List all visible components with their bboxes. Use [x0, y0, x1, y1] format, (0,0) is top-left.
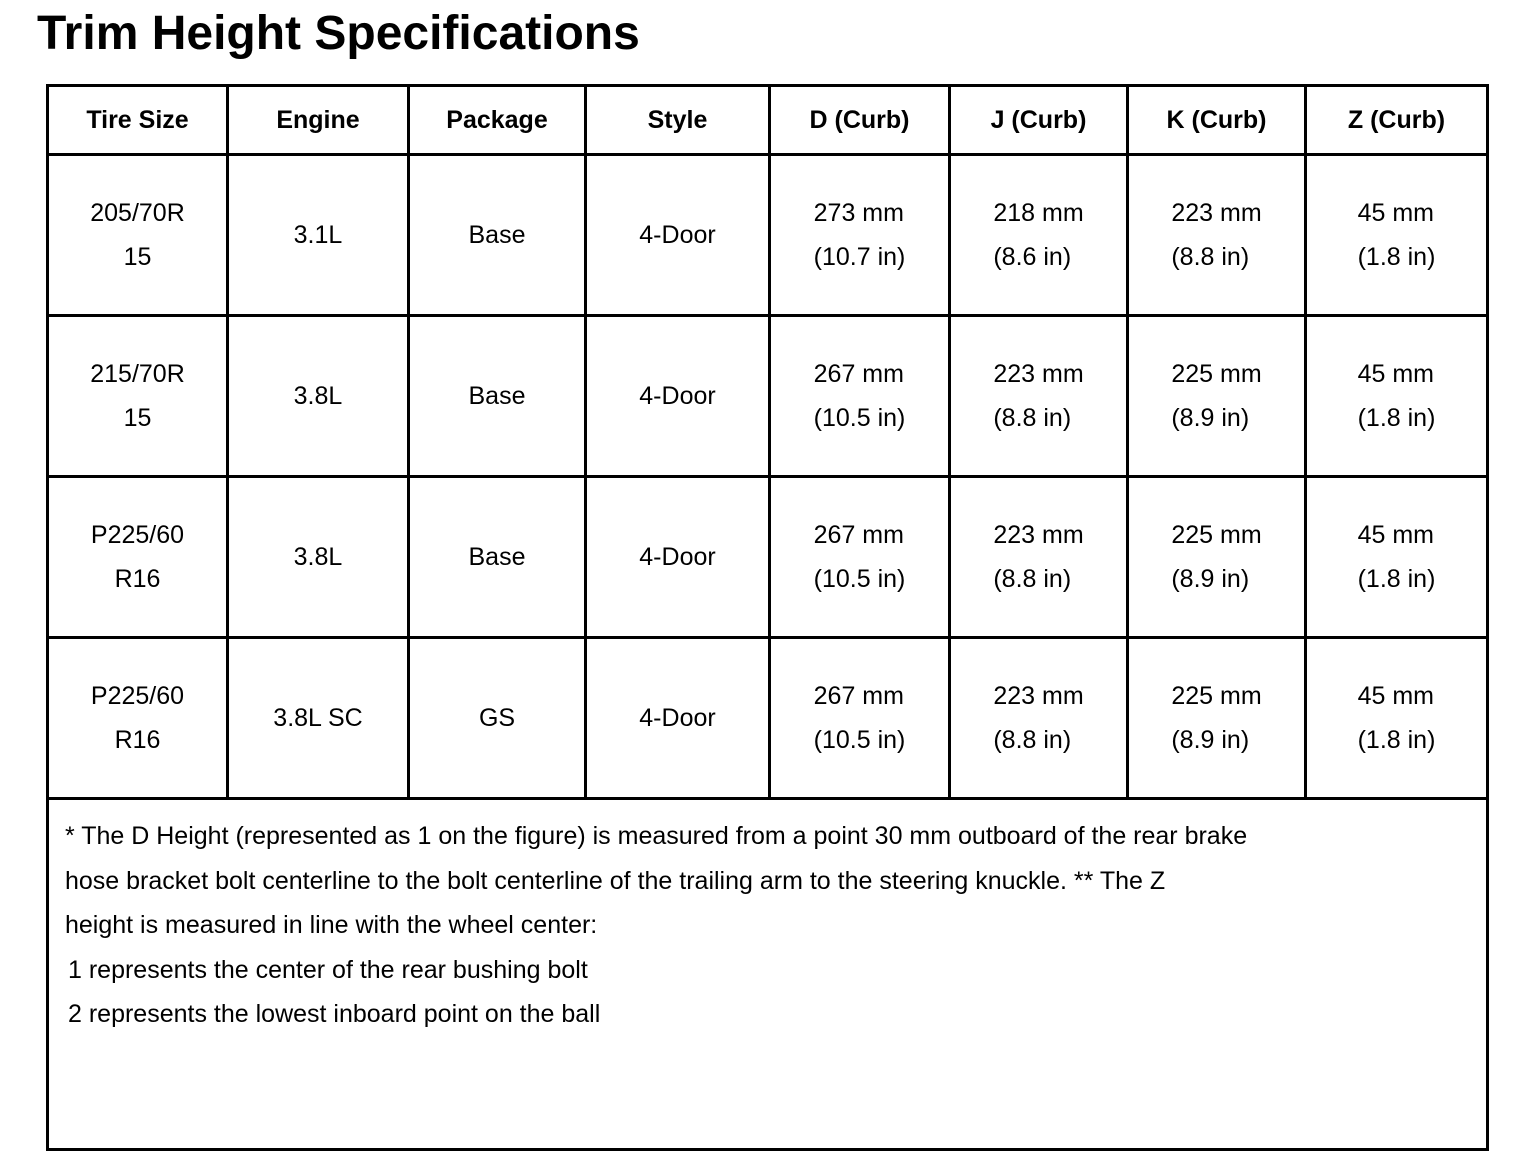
- cell-package: Base: [409, 316, 586, 477]
- cell-style: 4-Door: [586, 477, 770, 638]
- header-j-curb: J (Curb): [950, 86, 1128, 155]
- header-tire-size: Tire Size: [48, 86, 228, 155]
- footnote: [48, 799, 1488, 1150]
- note-row: [48, 799, 1488, 1150]
- table-row: [48, 638, 1488, 799]
- cell-j-curb: 223 mm (8.8 in): [950, 477, 1128, 638]
- footnote-line: * The D Height (represented as 1 on the figure) is measured from a point 30 mm outboard of the rear brake: [65, 822, 1248, 850]
- cell-style: 4-Door: [586, 638, 770, 799]
- cell-z-curb: 45 mm (1.8 in): [1306, 316, 1488, 477]
- cell-d-curb: 267 mm (10.5 in): [770, 638, 950, 799]
- cell-engine: 3.8L SC: [228, 638, 409, 799]
- cell-tire-size: 205/70R 15: [48, 155, 228, 316]
- cell-package: Base: [409, 155, 586, 316]
- footnote-list-item: 2 represents the lowest inboard point on the ball: [68, 1000, 601, 1028]
- header-z-curb: Z (Curb): [1306, 86, 1488, 155]
- table-row: [48, 316, 1488, 477]
- header-engine: Engine: [228, 86, 409, 155]
- header-d-curb: D (Curb): [770, 86, 950, 155]
- trim-height-table: [46, 84, 1489, 1151]
- cell-tire-size: 215/70R 15: [48, 316, 228, 477]
- cell-tire-size: P225/60 R16: [48, 638, 228, 799]
- footnote-line: hose bracket bolt centerline to the bolt centerline of the trailing arm to the steering knuckle. ** The Z: [65, 866, 1166, 895]
- cell-k-curb: 223 mm (8.8 in): [1128, 155, 1306, 316]
- cell-z-curb: 45 mm (1.8 in): [1306, 477, 1488, 638]
- footnote-list-item: 1 represents the center of the rear bushing bolt: [68, 955, 588, 984]
- cell-style: 4-Door: [586, 155, 770, 316]
- cell-engine: 3.8L: [228, 316, 409, 477]
- cell-d-curb: 267 mm (10.5 in): [770, 316, 950, 477]
- cell-package: GS: [409, 638, 586, 799]
- header-row: [48, 86, 1488, 155]
- cell-k-curb: 225 mm (8.9 in): [1128, 477, 1306, 638]
- header-style: Style: [586, 86, 770, 155]
- cell-k-curb: 225 mm (8.9 in): [1128, 638, 1306, 799]
- header-package: Package: [409, 86, 586, 155]
- header-k-curb: K (Curb): [1128, 86, 1306, 155]
- page-title: Trim Height Specifications: [37, 7, 640, 60]
- cell-engine: 3.8L: [228, 477, 409, 638]
- cell-package: Base: [409, 477, 586, 638]
- cell-k-curb: 225 mm (8.9 in): [1128, 316, 1306, 477]
- table-row: [48, 477, 1488, 638]
- cell-z-curb: 45 mm (1.8 in): [1306, 155, 1488, 316]
- cell-d-curb: 273 mm (10.7 in): [770, 155, 950, 316]
- cell-tire-size: P225/60 R16: [48, 477, 228, 638]
- cell-z-curb: 45 mm (1.8 in): [1306, 638, 1488, 799]
- cell-j-curb: 218 mm (8.6 in): [950, 155, 1128, 316]
- cell-j-curb: 223 mm (8.8 in): [950, 638, 1128, 799]
- table-row: [48, 155, 1488, 316]
- cell-style: 4-Door: [586, 316, 770, 477]
- cell-engine: 3.1L: [228, 155, 409, 316]
- cell-j-curb: 223 mm (8.8 in): [950, 316, 1128, 477]
- footnote-line: height is measured in line with the wheel center:: [65, 911, 598, 939]
- cell-d-curb: 267 mm (10.5 in): [770, 477, 950, 638]
